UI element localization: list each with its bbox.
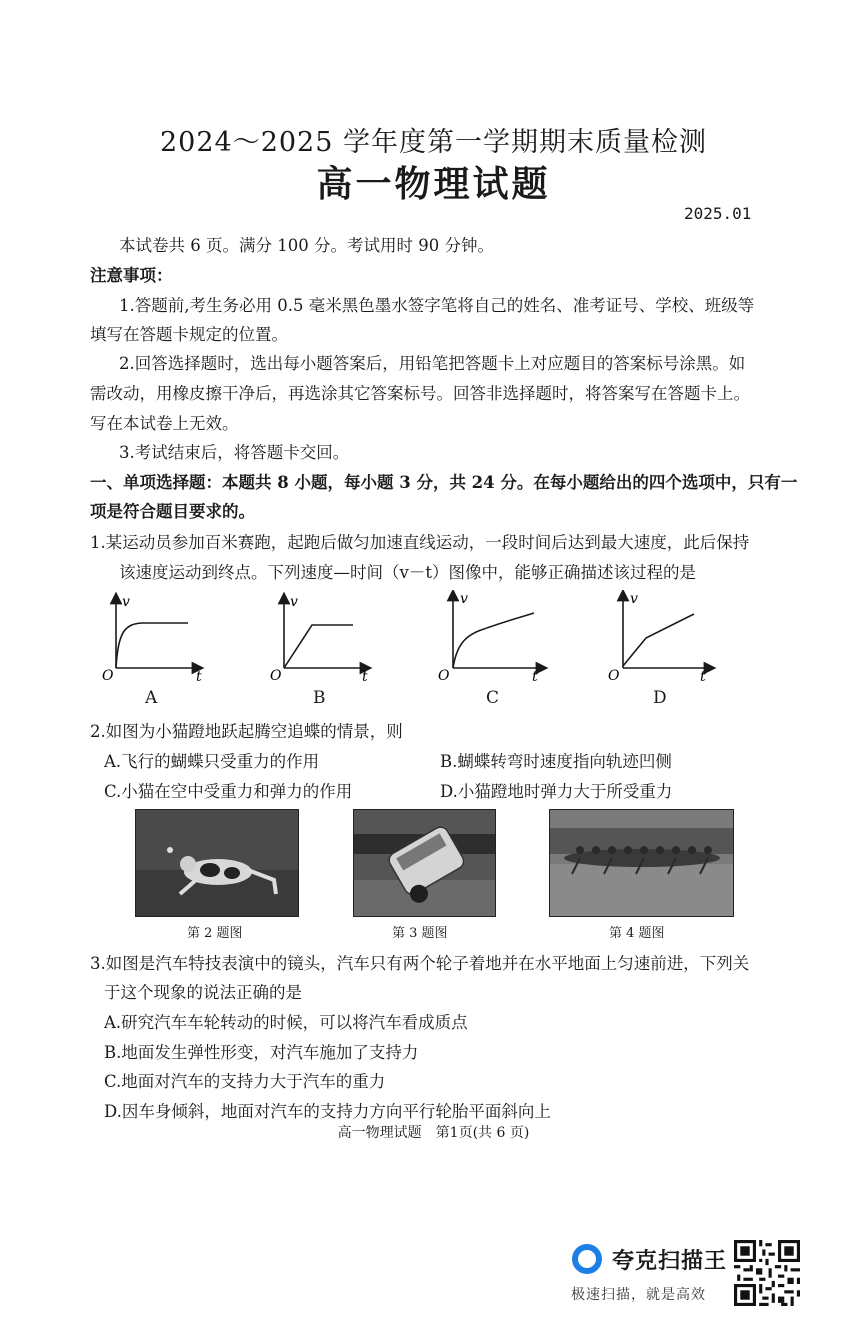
q1-stem-line2: 该速度运动到终点。下列速度—时间（v－t）图像中，能够正确描述该过程的是 bbox=[119, 563, 696, 582]
q2-stem: 2.如图为小猫蹬地跃起腾空追蝶的情景，则 bbox=[90, 722, 403, 741]
exam-title-line1: 2024～2025 学年度第一学期期末质量检测 bbox=[159, 127, 707, 158]
figure-q2-cat-photo bbox=[135, 809, 299, 917]
graph-c-t-label: t bbox=[532, 669, 538, 685]
qr-code-icon bbox=[734, 1240, 800, 1306]
option-a-label: A bbox=[145, 688, 158, 708]
graph-a bbox=[102, 594, 202, 685]
q3-option-a: A.研究汽车车轮转动的时候，可以将汽车看成质点 bbox=[104, 1013, 468, 1032]
graph-c-curve bbox=[453, 613, 534, 668]
graph-a-t-label: t bbox=[196, 669, 202, 685]
q1-stem-line1: 1.某运动员参加百米赛跑，起跑后做匀加速直线运动，一段时间后达到最大速度，此后保持 bbox=[90, 533, 750, 552]
graph-c-origin: O bbox=[438, 668, 450, 684]
graph-d-v-label: v bbox=[630, 591, 638, 607]
q2-option-b: B.蝴蝶转弯时速度指向轨迹凹侧 bbox=[440, 752, 672, 771]
notice-2-line2: 需改动，用橡皮擦干净后，再选涂其它答案标号。回答非选择题时，将答案写在答题卡上。 bbox=[90, 384, 750, 403]
notice-3: 3.考试结束后，将答题卡交回。 bbox=[119, 443, 350, 462]
q2-option-d: D.小猫蹬地时弹力大于所受重力 bbox=[440, 782, 673, 801]
section1-heading-line2: 项是符合题目要求的。 bbox=[90, 502, 255, 521]
notice-2-line3: 写在本试卷上无效。 bbox=[90, 414, 239, 433]
figure-q4-rowing-photo bbox=[549, 809, 734, 917]
graph-b-line bbox=[284, 625, 353, 668]
q3-option-c: C.地面对汽车的支持力大于汽车的重力 bbox=[104, 1072, 386, 1091]
notice-2-line1: 2.回答选择题时，选出每小题答案后，用铅笔把答题卡上对应题目的答案标号涂黑。如 bbox=[119, 354, 746, 373]
graph-b-origin: O bbox=[270, 668, 282, 684]
graph-c-v-label: v bbox=[460, 591, 468, 607]
q1-graphs bbox=[100, 590, 780, 710]
quark-logo-icon bbox=[572, 1244, 602, 1274]
scanner-brand: 夸克扫描王 bbox=[612, 1249, 728, 1274]
q3-option-b: B.地面发生弹性形变，对汽车施加了支持力 bbox=[104, 1043, 419, 1062]
notice-title: 注意事项： bbox=[90, 266, 173, 285]
caption-fig2: 第 2 题图 bbox=[187, 926, 243, 941]
graph-a-origin: O bbox=[102, 668, 114, 684]
graph-c bbox=[438, 591, 542, 685]
q2-option-c: C.小猫在空中受重力和弹力的作用 bbox=[104, 782, 353, 801]
graph-b-v-label: v bbox=[290, 594, 298, 610]
graph-d-origin: O bbox=[608, 668, 620, 684]
option-b-label: B bbox=[313, 688, 326, 708]
q3-stem-line2: 于这个现象的说法正确的是 bbox=[104, 983, 302, 1002]
exam-info: 本试卷共 6 页。满分 100 分。考试用时 90 分钟。 bbox=[119, 236, 494, 255]
q3-stem-line1: 3.如图是汽车特技表演中的镜头，汽车只有两个轮子着地并在水平地面上匀速前进，下列关 bbox=[90, 954, 750, 973]
scanner-slogan: 极速扫描，就是高效 bbox=[571, 1287, 706, 1303]
graph-b bbox=[270, 594, 368, 685]
section1-heading-line1: 一、单项选择题：本题共 8 小题，每小题 3 分，共 24 分。在每小题给出的四个选项中，只有一 bbox=[90, 473, 798, 492]
graph-d-line bbox=[623, 614, 694, 666]
exam-title-line2: 高一物理试题 bbox=[316, 163, 551, 205]
exam-date: 2025.01 bbox=[684, 204, 752, 223]
option-d-label: D bbox=[653, 688, 667, 708]
notice-1-line2: 填写在答题卡规定的位置。 bbox=[90, 325, 288, 344]
figure-q3-car-photo bbox=[353, 809, 496, 917]
graph-a-curve bbox=[116, 623, 188, 668]
graph-d bbox=[608, 591, 710, 685]
q3-option-d: D.因车身倾斜，地面对汽车的支持力方向平行轮胎平面斜向上 bbox=[104, 1102, 551, 1121]
q2-option-a: A.飞行的蝴蝶只受重力的作用 bbox=[104, 752, 320, 771]
page-footer: 高一物理试题 第1页(共 6 页) bbox=[337, 1125, 530, 1141]
graph-a-v-label: v bbox=[122, 594, 130, 610]
caption-fig3: 第 3 题图 bbox=[392, 926, 448, 941]
graph-b-t-label: t bbox=[362, 669, 368, 685]
notice-1-line1: 1.答题前,考生务必用 0.5 毫米黑色墨水签字笔将自己的姓名、准考证号、学校、班级等 bbox=[119, 296, 755, 315]
option-c-label: C bbox=[486, 688, 500, 708]
graph-d-t-label: t bbox=[700, 669, 706, 685]
caption-fig4: 第 4 题图 bbox=[609, 926, 665, 941]
